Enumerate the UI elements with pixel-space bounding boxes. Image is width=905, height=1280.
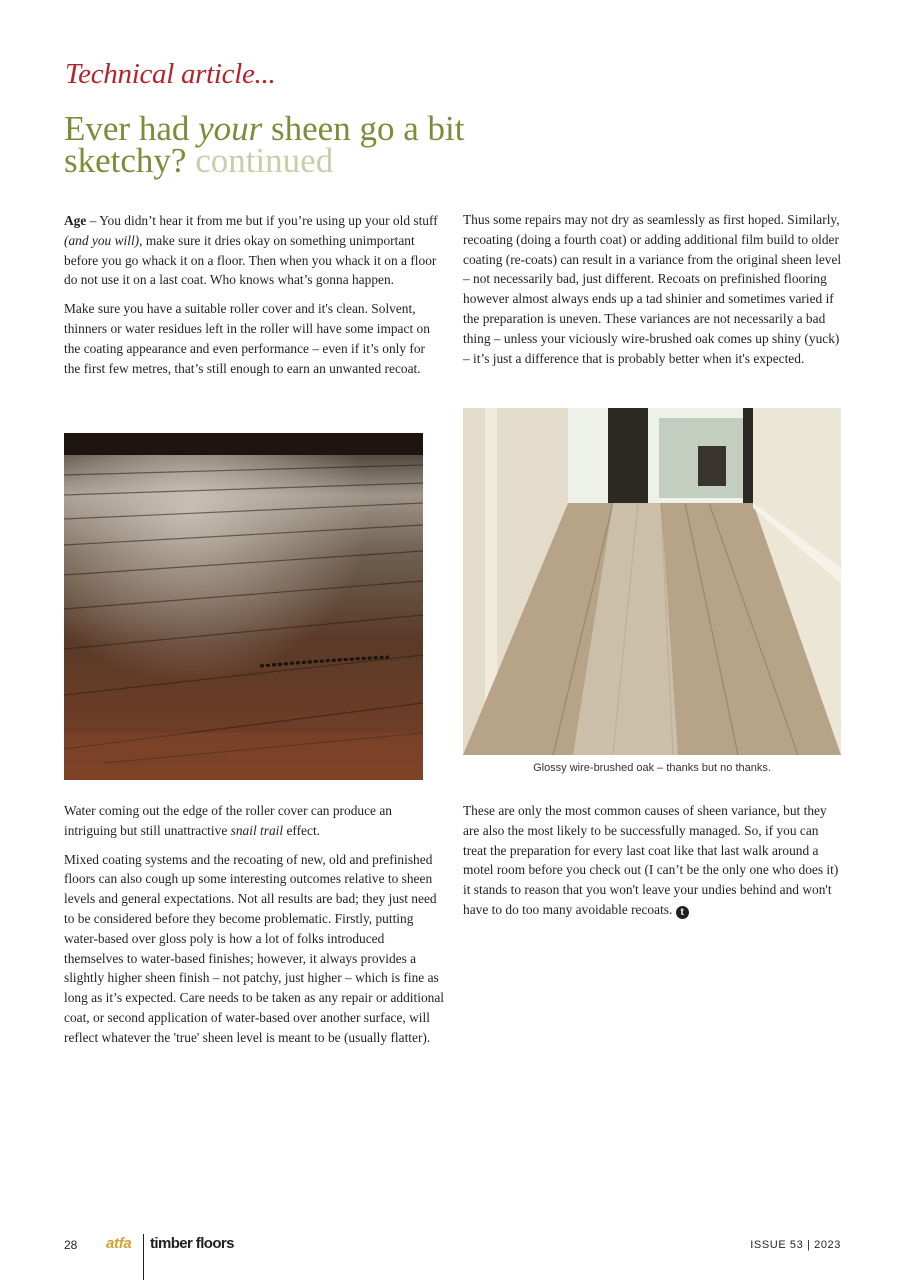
paragraph-lead: Age: [64, 213, 87, 228]
paragraph-emphasis: snail trail: [230, 822, 284, 838]
title-continued: continued: [186, 141, 334, 180]
atfa-logo: atfa: [106, 1235, 132, 1252]
paragraph-text: effect.: [283, 822, 321, 838]
page-number: 28: [64, 1238, 78, 1252]
photo-caption: Glossy wire-brushed oak – thanks but no thanks.: [533, 762, 771, 774]
page-footer: [0, 1230, 905, 1280]
title-part-a: Ever had: [64, 109, 199, 148]
paragraph-conclusion: [463, 801, 843, 920]
paragraph-mixed-systems: Mixed coating systems and the recoating of new, old and prefinished floors can also cough up some interesting outcomes relative to sheen levels and general expectations. Not all results are bad; they just need to be considered before they become problematic. Firstly, putting water-based over gloss poly is how a lot of folks introduced themselves to water-based finishes; however, it always provides a slightly higher sheen finish – not patchy, just higher – which is fine as long as it’s expected. Care needs to be taken as any repair or additional coat, or second application of water-based over another surface, will reflect whatever the 'true' sheen level is meant to be (usually flatter).: [64, 851, 445, 1045]
timber-floors-logo: timber floors: [150, 1235, 234, 1252]
title-emphasis: your: [198, 109, 263, 148]
hallway-photo-illustration: [463, 408, 841, 755]
photo-snail-trail-floor: [64, 433, 423, 780]
column-left-top: [64, 211, 444, 387]
photo-wire-brushed-oak-hallway: [463, 408, 841, 755]
end-of-article-icon: t: [676, 906, 689, 919]
paragraph-text: – You didn’t hear it from me but if you’re using up your old stuff: [86, 213, 438, 228]
paragraph-repairs: Thus some repairs may not dry as seamlessly as first hoped. Similarly, recoating (doing a fourth coat) or adding additional film build to older coating (re-coats) can result in a variance from the original sheen level – not necessarily bad, just different. Recoats on prefinished flooring however almost always ends up a tad shinier and sometimes varied if the preparation is uneven. These variances are not necessarily a bad thing – unless your viciously wire-brushed oak comes up shiny (yuck) – it’s just a difference that is probably better when it's expected.: [463, 212, 842, 366]
column-right-bottom: [463, 801, 843, 929]
paragraph-text: , make sure it dries okay on something unimportant before you go whack it on a floor. Then when you whack it on a floor do not use it on a last coat. Who knows what’s gonna happen.: [64, 232, 437, 288]
paragraph-text: Water coming out the edge of the roller cover can produce an intriguing but still unattractive: [64, 803, 392, 838]
section-kicker: Technical article...: [65, 58, 276, 90]
issue-label: ISSUE 53 | 2023: [750, 1239, 841, 1251]
paragraph-emphasis: (and you will): [64, 232, 140, 248]
paragraph-age: [64, 211, 444, 290]
paragraph-snail-trail: [64, 801, 444, 841]
article-title: [64, 109, 484, 180]
floor-photo-illustration: [64, 433, 423, 780]
logo-divider: [143, 1234, 144, 1280]
column-left-bottom: [64, 801, 444, 1057]
column-right-top: [463, 210, 843, 377]
paragraph-text: These are only the most common causes of sheen variance, but they are also the most likely to be successfully managed. So, if you can treat the preparation for every last coat like that last walk around a motel room before you check out (I can’t be the only one who does it) it stands to reason that you won't leave your undies behind and won't have to do too many avoidable recoats.: [463, 803, 839, 917]
paragraph-roller-cover: Make sure you have a suitable roller cover and it's clean. Solvent, thinners or water residues left in the roller will have some impact on the coating appearance and even performance – even if it’s only for the first few metres, that’s still enough to earn an unwanted recoat.: [64, 301, 430, 376]
title-part-b: sheen go a bit sketchy?: [64, 109, 465, 180]
